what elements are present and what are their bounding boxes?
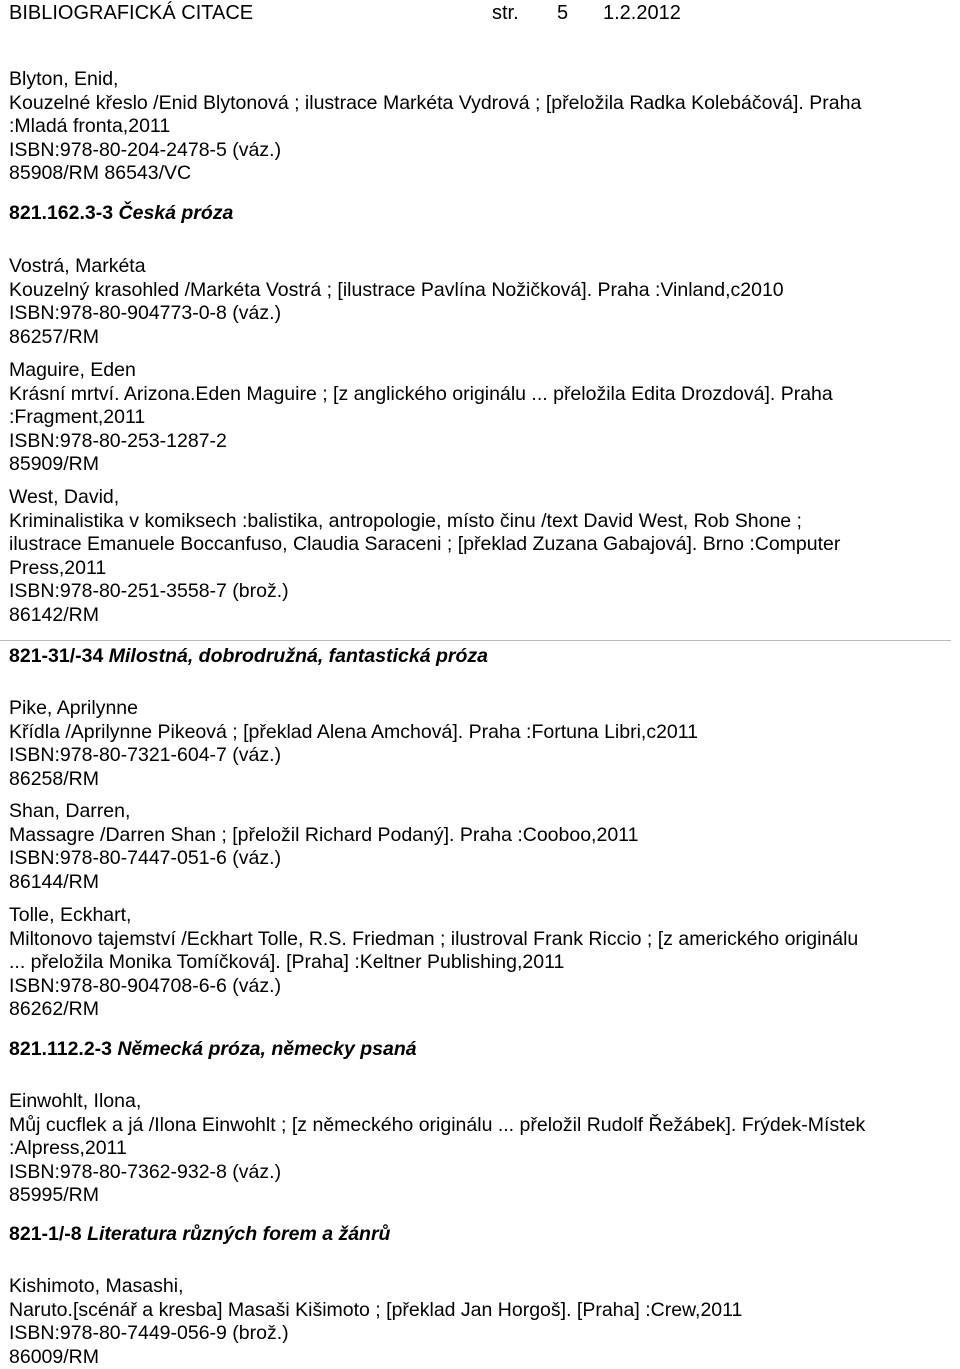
citation-entry (9, 486, 955, 627)
section-code: 821-1/-8 (9, 1223, 82, 1245)
entry-title-line: :Fragment,2011 (9, 406, 955, 430)
entry-signature: 86262/RM (9, 998, 955, 1022)
citation-entry (9, 68, 955, 186)
entry-author: Kishimoto, Masashi, (9, 1275, 955, 1299)
entry-title-line: Kriminalistika v komiksech :balistika, antropologie, místo činu /text David West, Rob Shone ; (9, 510, 955, 534)
entry-title-line: :Alpress,2011 (9, 1137, 955, 1161)
entry-author: Vostrá, Markéta (9, 255, 955, 279)
entry-author: Maguire, Eden (9, 359, 955, 383)
section-heading (9, 1223, 955, 1247)
section-code: 821.112.2-3 (9, 1038, 112, 1060)
entry-title-line: Kouzelné křeslo /Enid Blytonová ; ilustrace Markéta Vydrová ; [přeložila Radka Kolebáčová]. Praha (9, 92, 955, 116)
entry-author: West, David, (9, 486, 955, 510)
entry-isbn: ISBN:978-80-904708-6-6 (váz.) (9, 975, 955, 999)
section-code: 821-31/-34 (9, 645, 103, 667)
entry-author: Tolle, Eckhart, (9, 904, 955, 928)
section-name: Německá próza, německy psaná (117, 1038, 416, 1060)
entry-author: Einwohlt, Ilona, (9, 1090, 955, 1114)
entry-signature: 85995/RM (9, 1184, 955, 1208)
document-page (9, 0, 955, 27)
citation-entry (9, 1275, 955, 1369)
citation-entry (9, 800, 955, 894)
entry-isbn: ISBN:978-80-7321-604-7 (váz.) (9, 744, 955, 768)
entry-title-line: ilustrace Emanuele Boccanfuso, Claudia Saraceni ; [překlad Zuzana Gabajová]. Brno :Computer (9, 533, 955, 557)
entry-title-line: Massagre /Darren Shan ; [přeložil Richard Podaný]. Praha :Cooboo,2011 (9, 824, 955, 848)
entry-title-line: Naruto.[scénář a kresba] Masaši Kišimoto ; [překlad Jan Horgoš]. [Praha] :Crew,2011 (9, 1299, 955, 1323)
section-heading (9, 202, 955, 226)
entry-isbn: ISBN:978-80-7362-932-8 (váz.) (9, 1161, 955, 1185)
citation-entry (9, 1090, 955, 1208)
entry-signature: 86009/RM (9, 1346, 955, 1369)
section-heading (9, 645, 955, 669)
entry-isbn: ISBN:978-80-7449-056-9 (brož.) (9, 1322, 955, 1346)
header-page-number: 5 (557, 1, 568, 25)
page-header (9, 1, 955, 27)
entry-isbn: ISBN:978-80-251-3558-7 (brož.) (9, 580, 955, 604)
citation-entry (9, 359, 955, 477)
section-heading (9, 1038, 955, 1062)
section-code: 821.162.3-3 (9, 202, 113, 224)
entry-signature: 86144/RM (9, 871, 955, 895)
citation-entry (9, 697, 955, 791)
entry-title-line: Křídla /Aprilynne Pikeová ; [překlad Alena Amchová]. Praha :Fortuna Libri,c2011 (9, 721, 955, 745)
entry-title-line: Můj cucflek a já /Ilona Einwohlt ; [z německého originálu ... přeložil Rudolf Řežábek]. Frýdek-Místek (9, 1114, 955, 1138)
entry-author: Shan, Darren, (9, 800, 955, 824)
entry-author: Blyton, Enid, (9, 68, 955, 92)
entry-signature: 86257/RM (9, 326, 955, 350)
section-name: Česká próza (119, 202, 234, 224)
entry-isbn: ISBN:978-80-204-2478-5 (váz.) (9, 139, 955, 163)
entry-title-line: Press,2011 (9, 557, 955, 581)
horizontal-divider (0, 640, 951, 641)
entry-title-line: Miltonovo tajemství /Eckhart Tolle, R.S. Friedman ; ilustroval Frank Riccio ; [z amerického originálu (9, 928, 955, 952)
entry-title-line: Krásní mrtví. Arizona.Eden Maguire ; [z anglického originálu ... přeložila Edita Drozdová]. Praha (9, 383, 955, 407)
citation-entry (9, 255, 955, 349)
header-date: 1.2.2012 (603, 1, 681, 25)
entry-signature: 85909/RM (9, 453, 955, 477)
entry-title-line: ... přeložila Monika Tomíčková]. [Praha] :Keltner Publishing,2011 (9, 951, 955, 975)
entry-signature: 85908/RM 86543/VC (9, 162, 955, 186)
header-title: BIBLIOGRAFICKÁ CITACE (9, 1, 253, 25)
entry-signature: 86142/RM (9, 604, 955, 628)
entry-signature: 86258/RM (9, 768, 955, 792)
entry-isbn: ISBN:978-80-253-1287-2 (9, 430, 955, 454)
entry-isbn: ISBN:978-80-904773-0-8 (váz.) (9, 302, 955, 326)
entry-isbn: ISBN:978-80-7447-051-6 (váz.) (9, 847, 955, 871)
citation-entry (9, 904, 955, 1022)
section-name: Literatura různých forem a žánrů (87, 1223, 390, 1245)
entry-title-line: Kouzelný krasohled /Markéta Vostrá ; [ilustrace Pavlína Nožičková]. Praha :Vinland,c2010 (9, 279, 955, 303)
header-page-label: str. (492, 1, 519, 25)
entry-title-line: :Mladá fronta,2011 (9, 115, 955, 139)
section-name: Milostná, dobrodružná, fantastická próza (109, 645, 488, 667)
entry-author: Pike, Aprilynne (9, 697, 955, 721)
